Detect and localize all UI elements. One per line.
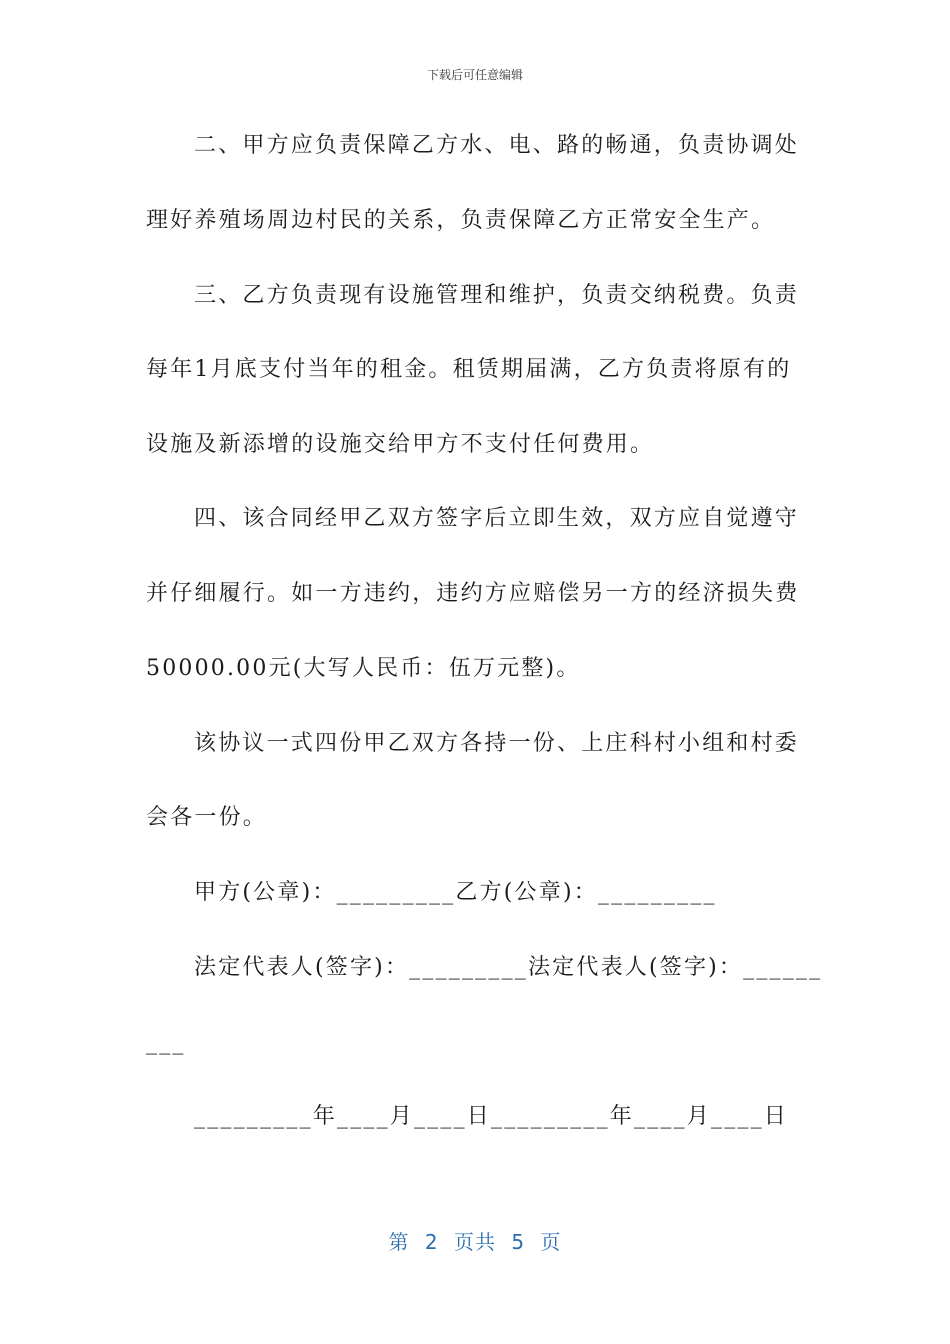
- paragraph-line: 四、该合同经甲乙双方签字后立即生效，双方应自觉遵守: [194, 506, 800, 531]
- page-number: 第 2 页共 5 页: [388, 1230, 562, 1254]
- date-line: _________年____月____日_________年____月____日: [194, 1104, 789, 1129]
- signature-line-representative: 法定代表人(签字)：_________法定代表人(签字)：______: [194, 955, 823, 980]
- paragraph-line: 设施及新添增的设施交给甲方不支付任何费用。: [146, 432, 655, 457]
- paragraph-line: 每年1月底支付当年的租金。租赁期届满，乙方负责将原有的: [146, 357, 792, 382]
- paragraph-line: 理好养殖场周边村民的关系，负责保障乙方正常安全生产。: [146, 208, 776, 233]
- paragraph-line: 并仔细履行。如一方违约，违约方应赔偿另一方的经济损失费: [146, 581, 800, 606]
- signature-line-seal: 甲方(公章)：_________乙方(公章)：_________: [194, 880, 717, 905]
- paragraph-line: 二、甲方应负责保障乙方水、电、路的畅通，负责协调处: [194, 133, 800, 158]
- signature-line-continuation: ___: [146, 1030, 186, 1055]
- paragraph-line: 50000.00元(大写人民币：伍万元整)。: [146, 656, 581, 681]
- paragraph-line: 该协议一式四份甲乙双方各持一份、上庄科村小组和村委: [194, 731, 800, 756]
- page-header: 下载后可任意编辑: [426, 68, 523, 82]
- paragraph-line: 会各一份。: [146, 805, 268, 830]
- paragraph-line: 三、乙方负责现有设施管理和维护，负责交纳税费。负责: [194, 283, 800, 308]
